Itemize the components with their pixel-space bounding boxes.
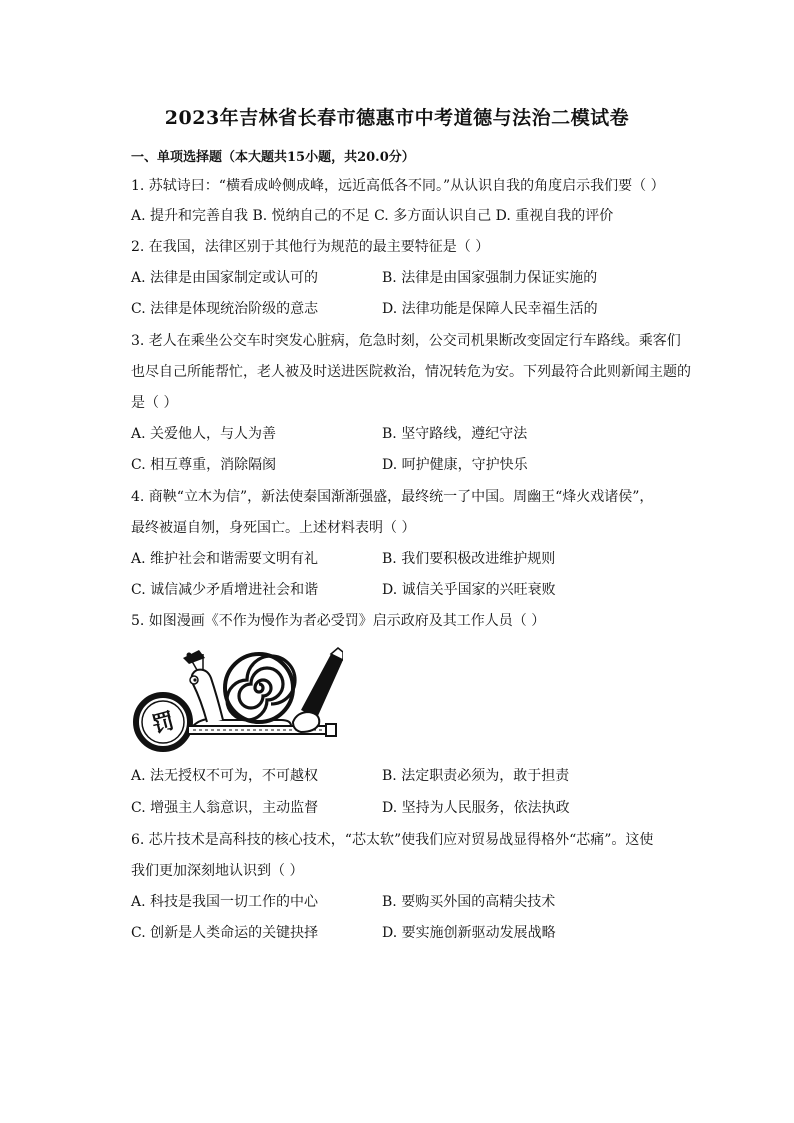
q5-option-a: A. 法无授权不可为，不可越权 <box>131 768 319 784</box>
q6-option-b: B. 要购买外国的高精尖技术 <box>382 894 556 910</box>
cartoon-penalty-character: 罚 <box>149 708 178 739</box>
q6-option-d: D. 要实施创新驱动发展战略 <box>382 925 556 941</box>
handle-end-cap <box>326 724 336 736</box>
snail-hat <box>183 650 205 664</box>
q3-option-a: A. 关爱他人，与人为善 <box>131 426 277 442</box>
q4-option-a: A. 维护社会和谐需要文明有礼 <box>131 551 319 567</box>
q1-options: A. 提升和完善自我 B. 悦纳自己的不足 C. 多方面认识自己 D. 重视自我的评价 <box>131 208 614 224</box>
snail-pupil <box>193 678 196 681</box>
q6-stem-line1: 6. 芯片技术是高科技的核心技术，“芯太软”使我们应对贸易战显得格外“芯痛”。这使 <box>131 832 654 848</box>
q6-option-c: C. 创新是人类命运的关键抉择 <box>131 925 319 941</box>
q3-stem-line2: 也尽自己所能帮忙，老人被及时送进医院救治，情况转危为安。下列最符合此则新闻主题的 <box>131 364 691 380</box>
hand <box>293 712 319 732</box>
q6-option-a: A. 科技是我国一切工作的中心 <box>131 894 319 910</box>
q4-stem-line2: 最终被逼自刎，身死国亡。上述材料表明（ ） <box>131 520 416 536</box>
q6-stem-line2: 我们更加深刻地认识到（ ） <box>131 863 304 879</box>
q5-option-c: C. 增强主人翁意识，主动监督 <box>131 800 319 816</box>
q3-stem-line3: 是（ ） <box>131 395 178 411</box>
q2-stem: 2. 在我国，法律区别于其他行为规范的最主要特征是（ ） <box>131 239 490 255</box>
sleeve <box>301 654 343 718</box>
q2-option-a: A. 法律是由国家制定或认可的 <box>131 270 319 286</box>
q4-stem-line1: 4. 商鞅“立木为信”，新法使秦国渐渐强盛，最终统一了中国。周幽王“烽火戏诸侯”， <box>131 489 654 505</box>
snail-cartoon-image <box>131 640 343 755</box>
q3-stem-line1: 3. 老人在乘坐公交车时突发心脏病，危急时刻，公交司机果断改变固定行车路线。乘客们 <box>131 333 681 349</box>
section-heading: 一、单项选择题（本大题共15小题，共20.0分） <box>131 150 415 165</box>
q3-option-c: C. 相互尊重，消除隔阂 <box>131 457 277 473</box>
q5-option-d: D. 坚持为人民服务，依法执政 <box>382 800 570 816</box>
q2-option-c: C. 法律是体现统治阶级的意志 <box>131 301 319 317</box>
q4-option-b: B. 我们要积极改进维护规则 <box>382 551 556 567</box>
page-title: 2023年吉林省长春市德惠市中考道德与法治二模试卷 <box>164 107 630 129</box>
q4-option-c: C. 诚信减少矛盾增进社会和谐 <box>131 582 319 598</box>
q2-option-b: B. 法律是由国家强制力保证实施的 <box>382 270 598 286</box>
q5-stem: 5. 如图漫画《不作为慢作为者必受罚》启示政府及其工作人员（ ） <box>131 613 546 629</box>
q5-option-b: B. 法定职责必须为，敢于担责 <box>382 768 570 784</box>
q3-option-d: D. 呵护健康，守护快乐 <box>382 457 528 473</box>
q2-option-d: D. 法律功能是保障人民幸福生活的 <box>382 301 598 317</box>
q1-stem: 1. 苏轼诗曰：“横看成岭侧成峰，远近高低各不同。”从认识自我的角度启示我们要（ ） <box>131 178 665 194</box>
q3-option-b: B. 坚守路线，遵纪守法 <box>382 426 528 442</box>
q4-option-d: D. 诚信关乎国家的兴旺衰败 <box>382 582 556 598</box>
